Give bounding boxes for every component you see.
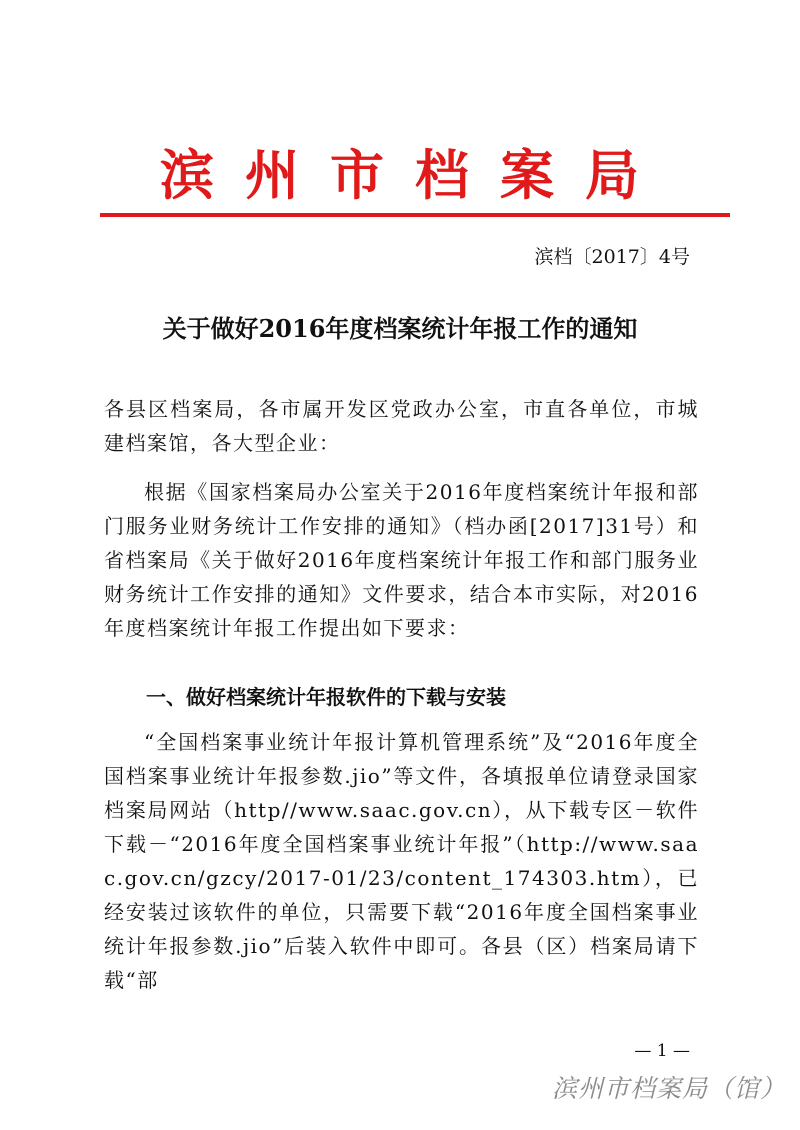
document-number: 滨档〔2017〕4号 — [534, 246, 690, 268]
watermark: 滨州市档案局（馆） — [551, 1074, 786, 1103]
page-number: — 1 — — [634, 1041, 690, 1061]
paragraph-1-block — [104, 475, 699, 645]
salutation: 各县区档案局，各市属开发区党政办公室，市直各单位，市城建档案馆，各大型企业： — [104, 397, 699, 455]
paragraph-1: 根据《国家档案局办公室关于2016年度档案统计年报和部门服务业财务统计工作安排的通知》（档办函[2017]31号）和省档案局《关于做好2016年度档案统计年报工作和部门服务业财务统计工作安排的通知》文件要求，结合本市实际，对2016年度档案统计年报工作提出如下要求： — [104, 480, 699, 640]
document-title: 关于做好2016年度档案统计年报工作的通知 — [162, 314, 638, 343]
red-divider-line — [100, 213, 730, 217]
salutation-block — [104, 392, 699, 460]
agency-header: 滨州市档案局 — [160, 143, 670, 207]
paragraph-2-block — [104, 725, 699, 997]
paragraph-2: “全国档案事业统计年报计算机管理系统”及“2016年度全国档案事业统计年报参数.jio”等文件，各填报单位请登录国家档案局网站（http//www.saac.gov.cn），从下载专区－软件下载－“2016年度全国档案事业统计年报”（http://www.saac.gov.cn/gzcy/2017-01/23/content_174303.htm），已经安装过该软件的单位，只需要下载“2016年度全国档案事业统计年报参数.jio”后装入软件中即可。各县（区）档案局请下载“部 — [104, 730, 699, 992]
section-1-heading: 一、做好档案统计年报软件的下载与安装 — [146, 685, 506, 709]
